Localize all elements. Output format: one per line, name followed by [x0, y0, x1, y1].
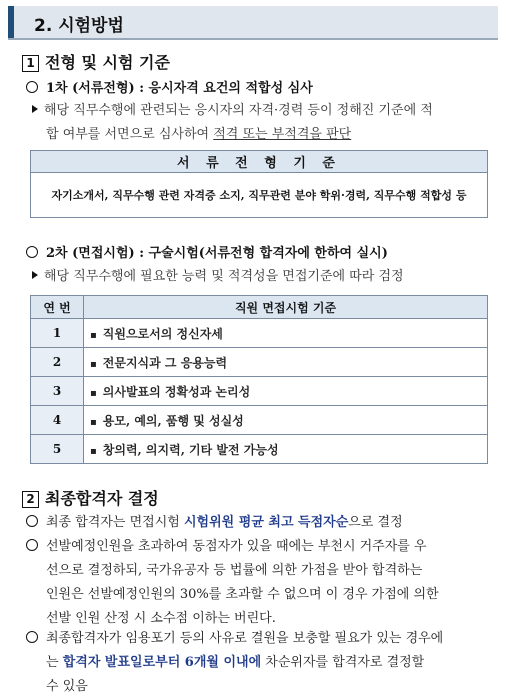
row-number: 3	[31, 377, 84, 406]
item3-line3: 수 있음	[46, 679, 88, 694]
second-stage-bold: (서류전형 합격자에 한하여 실시)	[198, 246, 388, 261]
section2-title-text: 최종합격자 결정	[45, 489, 159, 508]
row-criteria-text: 창의력, 의지력, 기타 발전 가능성	[102, 442, 279, 457]
table-row	[31, 319, 488, 348]
circle-bullet-icon	[26, 81, 38, 93]
section2-title	[22, 486, 159, 509]
interview-criteria-table	[30, 295, 488, 464]
circle-bullet-icon	[26, 631, 38, 643]
first-stage-text: 1차 (서류전형) : 응시자격 요건의 적합성 심사	[46, 81, 313, 96]
col-criteria-header: 직원 면접시험 기준	[84, 296, 488, 319]
item1-suffix: 으로 결정	[348, 515, 403, 530]
table-row	[31, 377, 488, 406]
triangle-bullet-icon	[32, 271, 38, 279]
circle-bullet-icon	[26, 246, 38, 258]
row-criteria: ▪ 전문지식과 그 응용능력	[84, 348, 488, 377]
section1-number: 1	[22, 55, 39, 72]
section1-title-text: 전형 및 시험 기준	[45, 53, 170, 72]
row-criteria: ▪ 용모, 예의, 품행 및 성실성	[84, 406, 488, 435]
header-title: 2. 시험방법	[34, 16, 124, 36]
section1-title	[22, 50, 170, 73]
item3-line2-suffix: 차순위자를 합격자로 결정할	[265, 655, 425, 670]
row-criteria-text: 직원으로서의 정신자세	[102, 326, 223, 341]
item2-line3: 인원은 선발예정인원의 30%를 초과할 수 없으며 이 경우 가점에 의한	[46, 587, 439, 602]
row-number: 1	[31, 319, 84, 348]
first-stage-desc	[32, 99, 502, 147]
final-item-2	[26, 535, 496, 631]
final-item-1	[26, 511, 496, 535]
item2-line1: 선발예정인원을 초과하여 동점자가 있을 때에는 부천시 거주자를 우	[46, 539, 427, 554]
row-criteria: ▪ 직원으로서의 정신자세	[84, 319, 488, 348]
circle-bullet-icon	[26, 539, 38, 551]
item3-line2-bold: 합격자 발표일로부터 6개월 이내에	[62, 655, 262, 670]
table-row	[31, 435, 488, 464]
row-criteria-text: 의사발표의 정확성과 논리성	[102, 384, 251, 399]
criteria-table-header: 서 류 전 형 기 준	[31, 151, 488, 173]
final-item-3	[26, 627, 496, 699]
document-criteria-table	[30, 150, 488, 218]
section2-number: 2	[22, 491, 39, 508]
item3-line2-prefix: 는	[46, 655, 59, 670]
row-criteria-text: 전문지식과 그 응용능력	[102, 355, 228, 370]
second-desc-text: 해당 직무수행에 필요한 능력 및 적격성을 면접기준에 따라 검정	[44, 269, 404, 284]
row-criteria: ▪ 창의력, 의지력, 기타 발전 가능성	[84, 435, 488, 464]
second-stage-label	[26, 243, 388, 265]
first-desc-underline: 적격 또는 부적격을 판단	[213, 127, 352, 142]
item2-line2: 선으로 결정하되, 국가유공자 등 법률에 의한 가점을 받아 합격하는	[46, 563, 423, 578]
item3-line1: 최종합격자가 임용포기 등의 사유로 결원을 보충할 필요가 있는 경우에	[46, 631, 444, 646]
item1-bold: 시험위원 평균 최고 득점자순	[184, 515, 349, 530]
first-desc-line1: 해당 직무수행에 관련되는 응시자의 자격·경력 등이 정해진 기준에 적	[44, 103, 433, 118]
header-accent-bar	[8, 6, 14, 38]
row-number: 5	[31, 435, 84, 464]
item2-line4: 선발 인원 산정 시 소수점 이하는 버린다.	[46, 611, 276, 626]
row-criteria: ▪ 의사발표의 정확성과 논리성	[84, 377, 488, 406]
triangle-bullet-icon	[32, 105, 38, 113]
item1-prefix: 최종 합격자는 면접시험	[46, 515, 180, 530]
second-stage-desc	[32, 265, 502, 289]
table-row	[31, 406, 488, 435]
first-desc-line2: 합 여부를 서면으로 심사하여	[46, 127, 210, 142]
first-stage-label	[26, 78, 313, 100]
circle-bullet-icon	[26, 515, 38, 527]
second-stage-text: 2차 (면접시험) : 구술시험	[46, 246, 199, 261]
table-row	[31, 348, 488, 377]
col-number-header: 연 번	[31, 296, 84, 319]
section-header	[8, 6, 498, 40]
row-criteria-text: 용모, 예의, 품행 및 성실성	[102, 413, 244, 428]
row-number: 4	[31, 406, 84, 435]
criteria-table-content: 자기소개서, 직무수행 관련 자격증 소지, 직무관련 분야 학위·경력, 직무수행 적합성 등	[31, 173, 488, 218]
row-number: 2	[31, 348, 84, 377]
